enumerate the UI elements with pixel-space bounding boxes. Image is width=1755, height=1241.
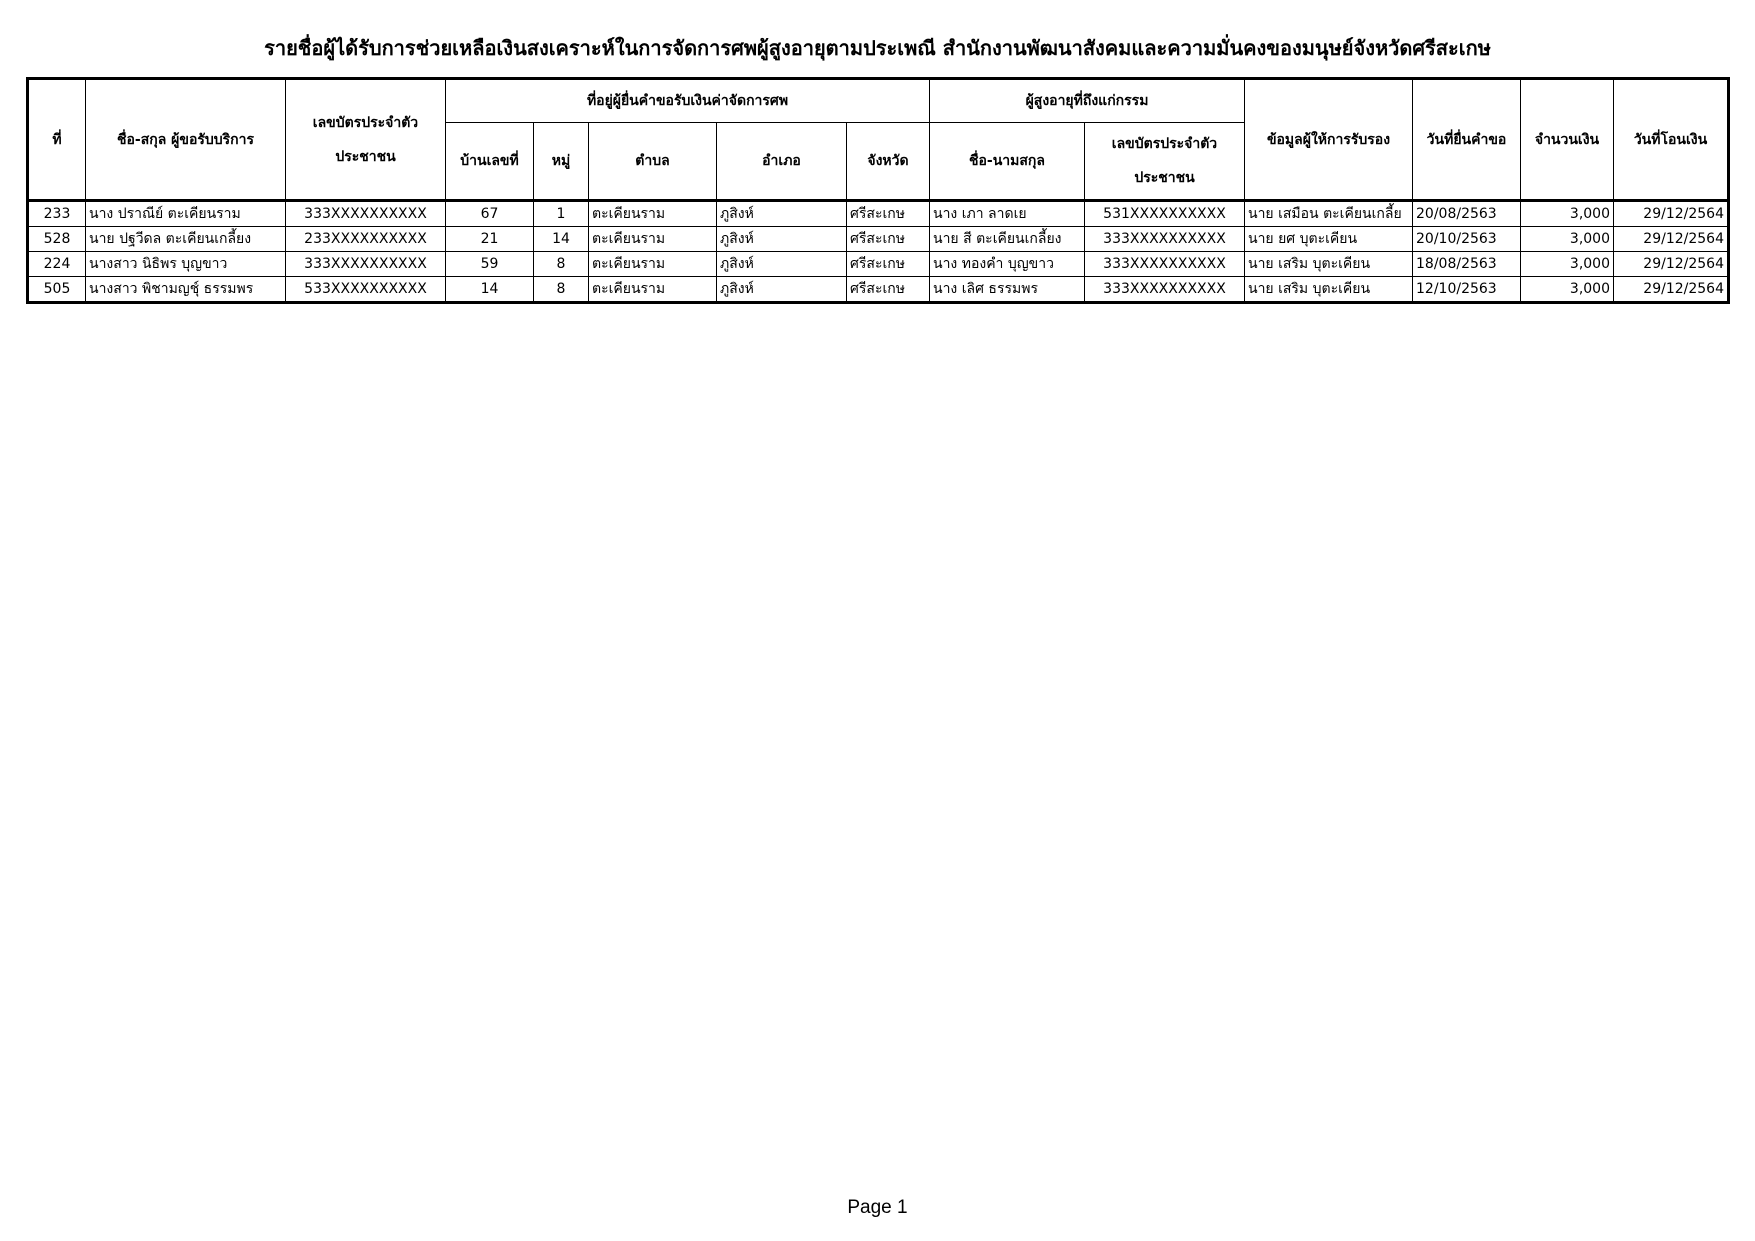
header-transfer-date: วันที่โอนเงิน (1614, 79, 1729, 201)
cell-applicant-id: 233XXXXXXXXXX (286, 227, 446, 252)
table-body (28, 201, 1729, 303)
cell-transfer-date: 29/12/2564 (1614, 201, 1729, 227)
cell-moo: 14 (534, 227, 589, 252)
table-row (28, 201, 1729, 227)
cell-amphoe: ภูสิงห์ (717, 201, 847, 227)
page-title: รายชื่อผู้ได้รับการช่วยเหลือเงินสงเคราะห์ในการจัดการศพผู้สูงอายุตามประเพณี สำนักงานพัฒนาสังคมและความมั่นคงของมนุษย์จังหวัดศรีสะเกษ (264, 36, 1491, 60)
header-applicant-id: เลขบัตรประจำตัว ประชาชน (286, 79, 446, 201)
cell-request-date: 20/08/2563 (1413, 201, 1521, 227)
cell-deceased-name: นาง ทองคำ บุญขาว (930, 252, 1085, 277)
cell-certifier: นาย เสริม บุตะเคียน (1245, 277, 1413, 303)
cell-deceased-id: 333XXXXXXXXXX (1085, 252, 1245, 277)
cell-no: 528 (28, 227, 86, 252)
cell-deceased-id: 531XXXXXXXXXX (1085, 201, 1245, 227)
cell-no: 224 (28, 252, 86, 277)
cell-applicant-id: 333XXXXXXXXXX (286, 201, 446, 227)
cell-request-date: 12/10/2563 (1413, 277, 1521, 303)
cell-deceased-name: นาย สี ตะเคียนเกลี้ยง (930, 227, 1085, 252)
header-certifier: ข้อมูลผู้ให้การรับรอง (1245, 79, 1413, 201)
cell-tambon: ตะเคียนราม (589, 277, 717, 303)
header-province: จังหวัด (847, 123, 930, 201)
cell-house-no: 67 (446, 201, 534, 227)
cell-deceased-id: 333XXXXXXXXXX (1085, 277, 1245, 303)
cell-amount: 3,000 (1521, 252, 1614, 277)
cell-transfer-date: 29/12/2564 (1614, 252, 1729, 277)
cell-deceased-name: นาง เลิศ ธรรมพร (930, 277, 1085, 303)
cell-transfer-date: 29/12/2564 (1614, 277, 1729, 303)
table-header (28, 79, 1729, 201)
cell-tambon: ตะเคียนราม (589, 227, 717, 252)
header-deceased-name: ชื่อ-นามสกุล (930, 123, 1085, 201)
cell-transfer-date: 29/12/2564 (1614, 227, 1729, 252)
page-number: Page 1 (847, 1197, 908, 1218)
table-row (28, 227, 1729, 252)
header-amphoe: อำเภอ (717, 123, 847, 201)
cell-house-no: 59 (446, 252, 534, 277)
cell-applicant-id: 533XXXXXXXXXX (286, 277, 446, 303)
header-no: ที่ (28, 79, 86, 201)
cell-deceased-name: นาง เภา ลาดเย (930, 201, 1085, 227)
cell-province: ศรีสะเกษ (847, 252, 930, 277)
cell-request-date: 20/10/2563 (1413, 227, 1521, 252)
cell-moo: 1 (534, 201, 589, 227)
cell-tambon: ตะเคียนราม (589, 252, 717, 277)
header-applicant-name: ชื่อ-สกุล ผู้ขอรับบริการ (86, 79, 286, 201)
cell-applicant-name: นางสาว นิธิพร บุญขาว (86, 252, 286, 277)
cell-certifier: นาย ยศ บุตะเคียน (1245, 227, 1413, 252)
header-deceased-id: เลขบัตรประจำตัว ประชาชน (1085, 123, 1245, 201)
cell-amount: 3,000 (1521, 201, 1614, 227)
cell-amphoe: ภูสิงห์ (717, 227, 847, 252)
cell-no: 233 (28, 201, 86, 227)
assistance-table (26, 77, 1730, 304)
table-row (28, 277, 1729, 303)
cell-applicant-name: นาย ปฐวีดล ตะเคียนเกลี้ยง (86, 227, 286, 252)
cell-moo: 8 (534, 277, 589, 303)
cell-moo: 8 (534, 252, 589, 277)
cell-applicant-name: นาง ปราณีย์ ตะเคียนราม (86, 201, 286, 227)
cell-house-no: 14 (446, 277, 534, 303)
cell-province: ศรีสะเกษ (847, 201, 930, 227)
cell-amount: 3,000 (1521, 277, 1614, 303)
cell-province: ศรีสะเกษ (847, 227, 930, 252)
header-request-date: วันที่ยื่นคำขอ (1413, 79, 1521, 201)
cell-certifier: นาย เสมือน ตะเคียนเกลี้ย (1245, 201, 1413, 227)
header-house-no: บ้านเลขที่ (446, 123, 534, 201)
cell-no: 505 (28, 277, 86, 303)
cell-request-date: 18/08/2563 (1413, 252, 1521, 277)
table-row (28, 252, 1729, 277)
header-amount: จำนวนเงิน (1521, 79, 1614, 201)
header-deceased-group: ผู้สูงอายุที่ถึงแก่กรรม (930, 79, 1245, 123)
cell-certifier: นาย เสริม บุตะเคียน (1245, 252, 1413, 277)
cell-house-no: 21 (446, 227, 534, 252)
cell-deceased-id: 333XXXXXXXXXX (1085, 227, 1245, 252)
cell-amount: 3,000 (1521, 227, 1614, 252)
cell-amphoe: ภูสิงห์ (717, 252, 847, 277)
header-moo: หมู่ (534, 123, 589, 201)
cell-tambon: ตะเคียนราม (589, 201, 717, 227)
header-address-group: ที่อยู่ผู้ยื่นคำขอรับเงินค่าจัดการศพ (446, 79, 930, 123)
header-tambon: ตำบล (589, 123, 717, 201)
cell-amphoe: ภูสิงห์ (717, 277, 847, 303)
cell-province: ศรีสะเกษ (847, 277, 930, 303)
cell-applicant-name: นางสาว พิชามญชุ์ ธรรมพร (86, 277, 286, 303)
cell-applicant-id: 333XXXXXXXXXX (286, 252, 446, 277)
